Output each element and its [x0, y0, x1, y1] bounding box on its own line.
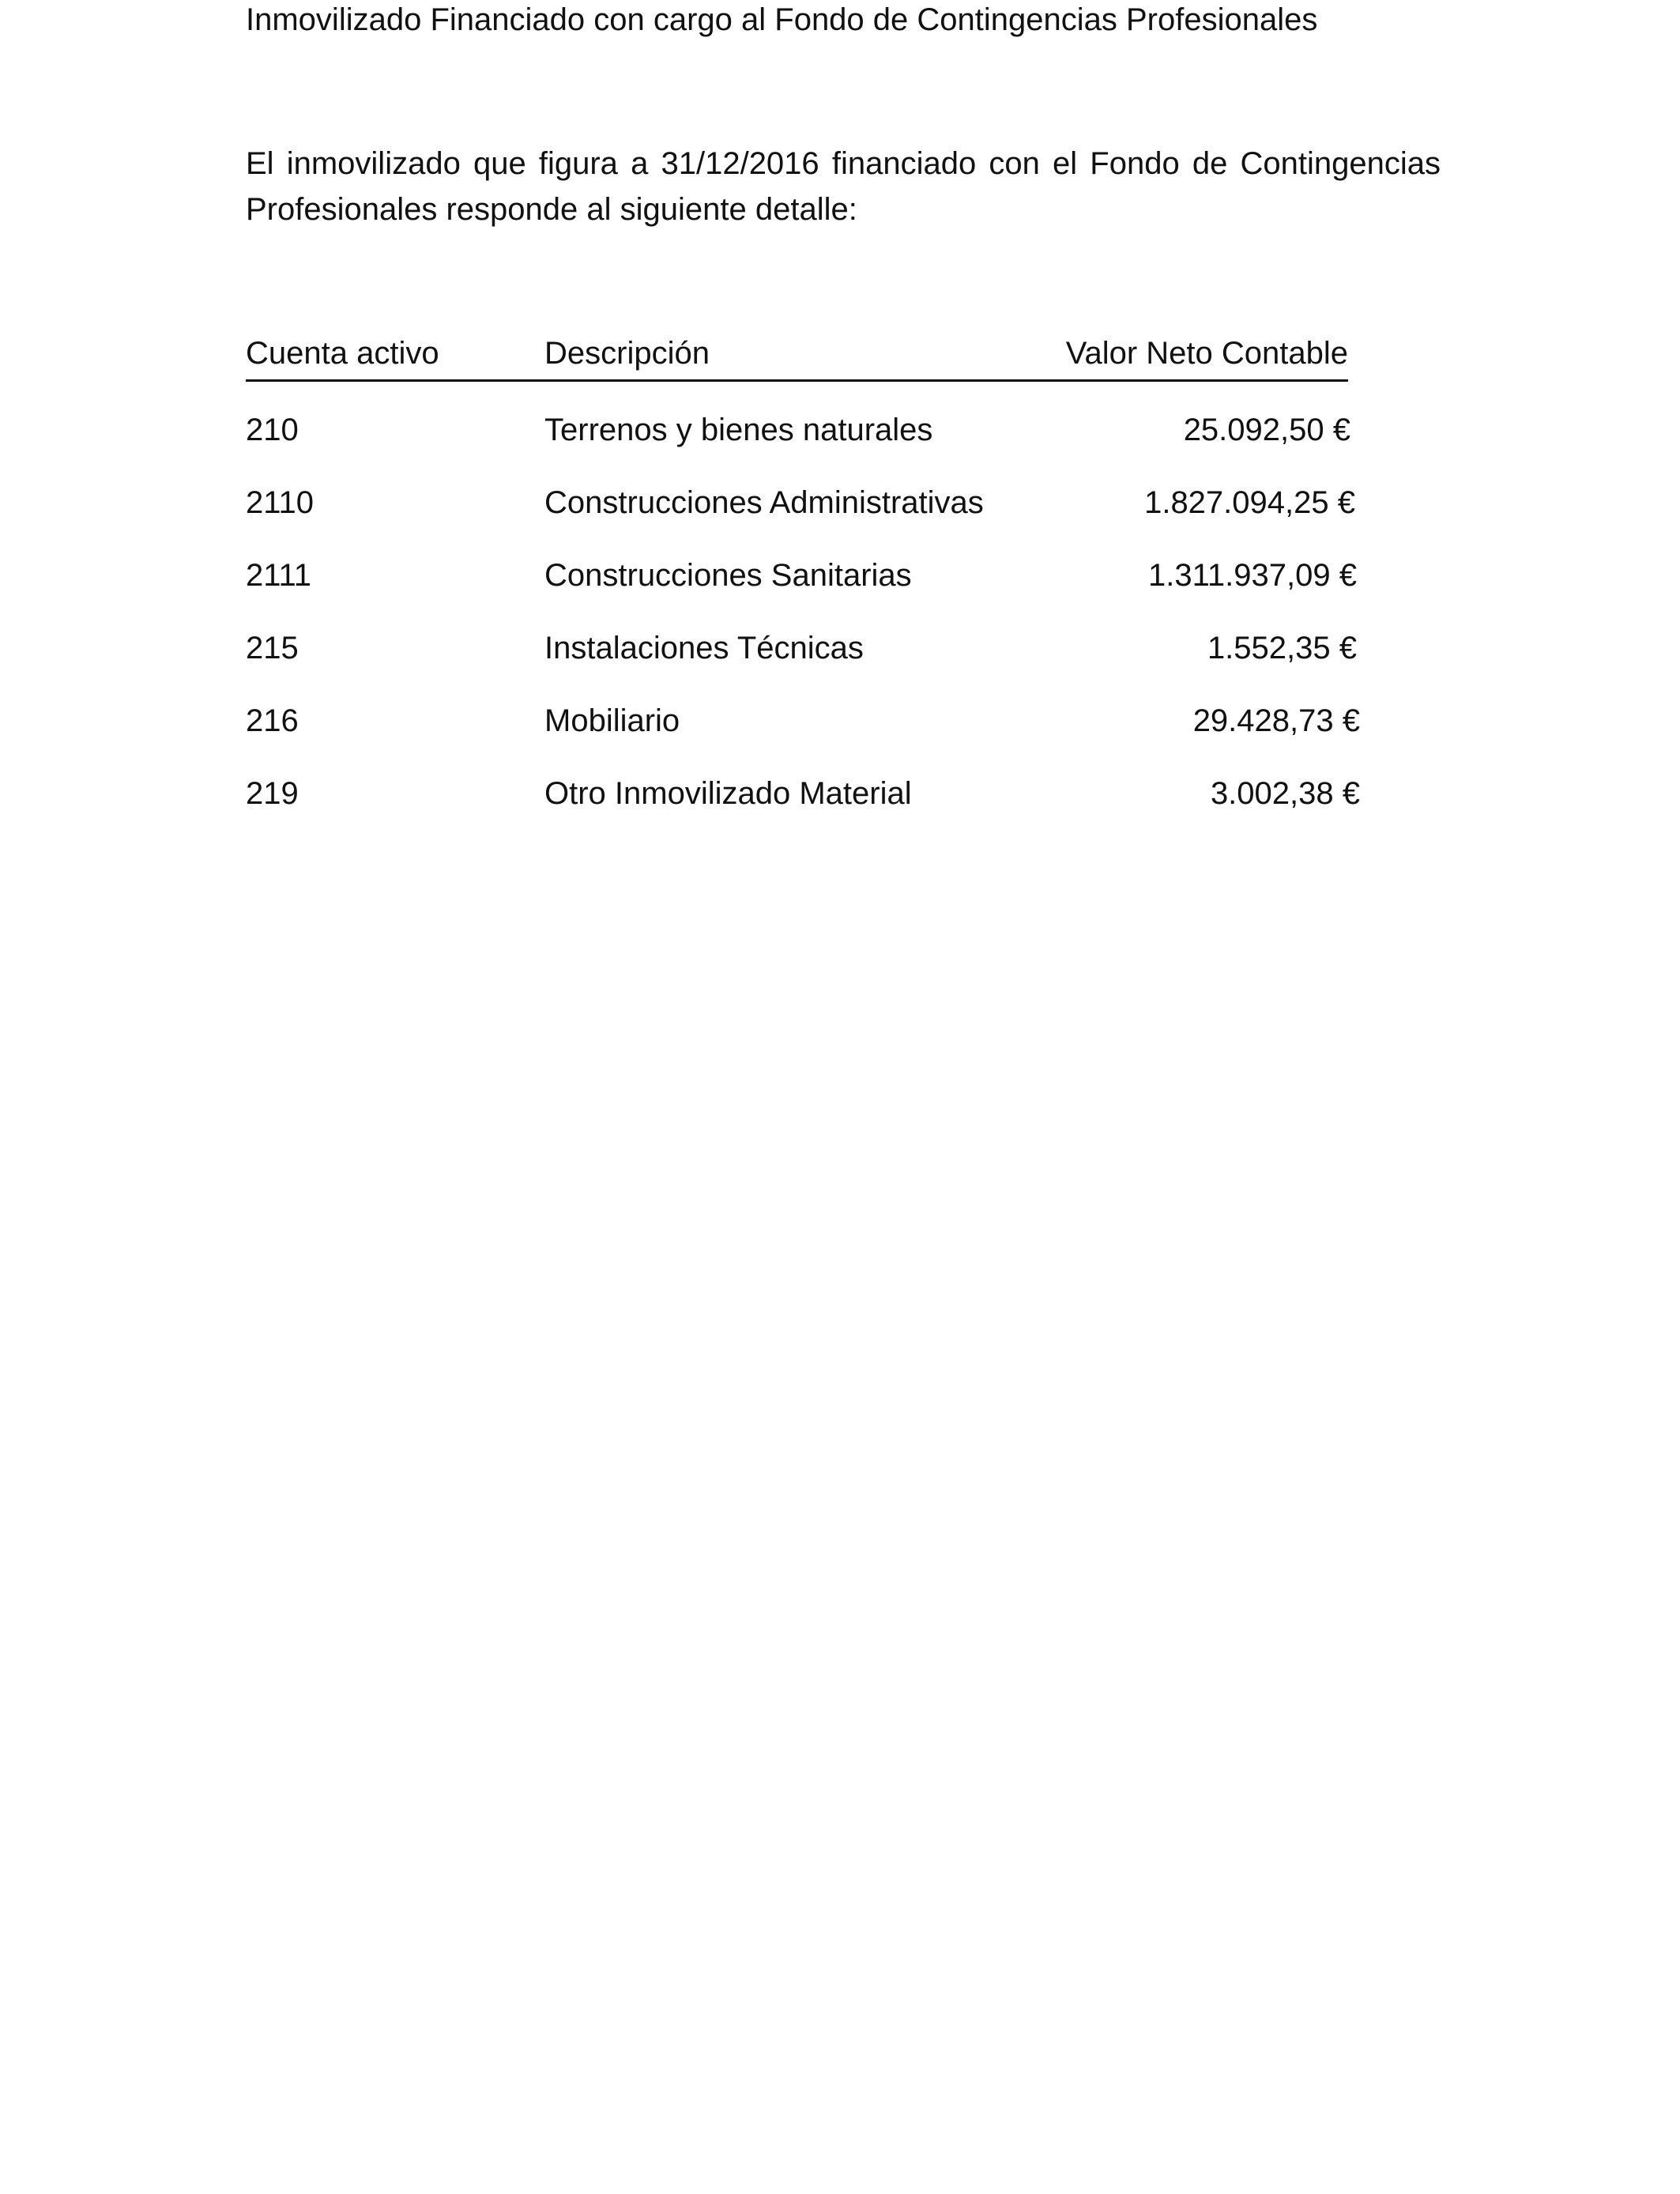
table-body	[246, 391, 1360, 827]
row-account: 219	[246, 776, 299, 811]
row-description: Construcciones Sanitarias	[544, 558, 912, 593]
row-description: Mobiliario	[544, 703, 680, 738]
row-description: Construcciones Administrativas	[544, 485, 984, 520]
intro-paragraph: El inmovilizado que figura a 31/12/2016 financiado con el Fondo de Contingencias Profesionales responde al siguiente detalle:	[246, 146, 1441, 227]
table-row	[246, 464, 1360, 537]
table-row	[246, 609, 1360, 682]
table-header	[246, 330, 1348, 382]
table-row	[246, 755, 1360, 827]
asset-table	[246, 330, 1360, 818]
table-row	[246, 682, 1360, 755]
row-account: 216	[246, 703, 299, 738]
row-value: 3.002,38 €	[1210, 776, 1360, 811]
row-description: Instalaciones Técnicas	[544, 631, 864, 665]
header-value: Valor Neto Contable	[1065, 336, 1348, 371]
section-heading: Inmovilizado Financiado con cargo al Fondo de Contingencias Profesionales	[246, 2, 1318, 37]
table-row	[246, 391, 1360, 464]
row-description: Otro Inmovilizado Material	[544, 776, 912, 811]
row-account: 2111	[246, 558, 312, 593]
row-value: 1.827.094,25 €	[1144, 485, 1355, 520]
row-value: 25.092,50 €	[1183, 413, 1350, 447]
row-value: 1.552,35 €	[1207, 631, 1357, 665]
row-account: 210	[246, 413, 299, 447]
table-row	[246, 537, 1360, 609]
row-value: 1.311.937,09 €	[1148, 558, 1357, 593]
row-value: 29.428,73 €	[1192, 703, 1360, 738]
row-account: 215	[246, 631, 299, 665]
row-account: 2110	[246, 485, 315, 520]
header-account: Cuenta activo	[246, 336, 439, 371]
header-description: Descripción	[544, 336, 710, 371]
row-description: Terrenos y bienes naturales	[544, 413, 933, 447]
